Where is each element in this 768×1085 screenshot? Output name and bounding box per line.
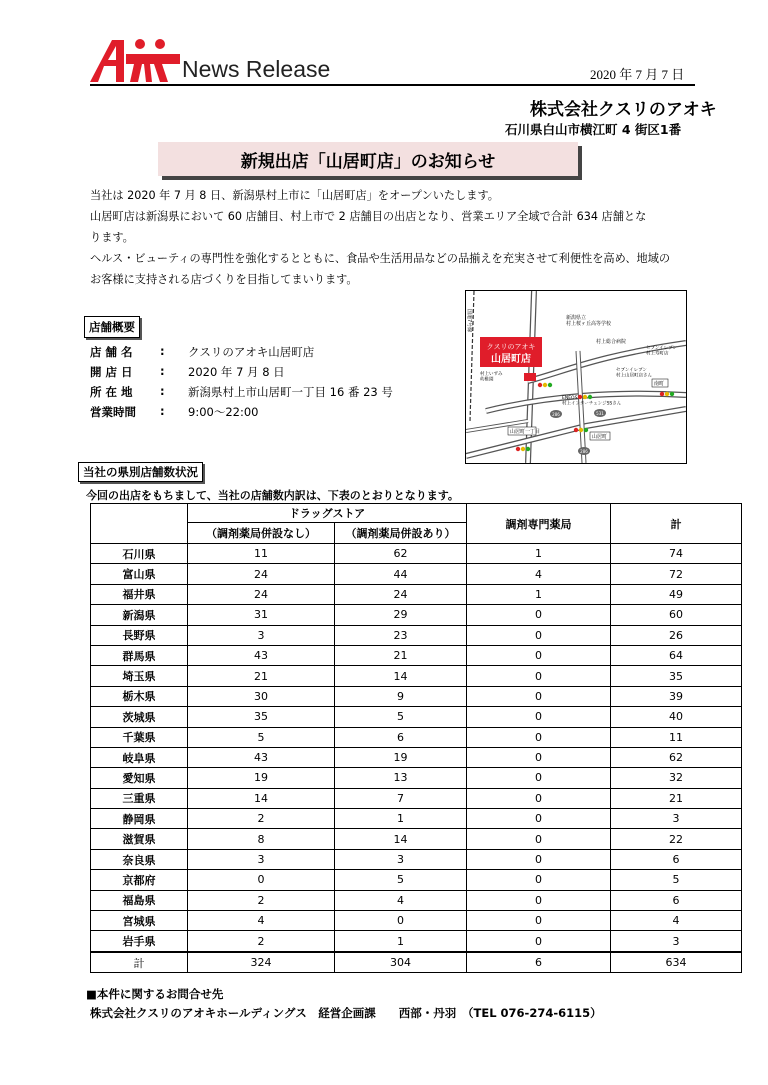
with-cell: 14 <box>335 829 467 849</box>
header-divider <box>90 84 695 86</box>
intro-line: 山居町店は新潟県において 60 店舗目、村上市で 2 店舗目の出店となり、営業エリア全域で合計 634 店舗とな <box>90 210 647 223</box>
with-cell: 6 <box>335 727 467 747</box>
pharmacy-cell: 0 <box>467 605 611 625</box>
pref-cell: 茨城県 <box>91 707 188 727</box>
table-row <box>91 911 742 931</box>
total-cell: 6 <box>611 890 742 910</box>
pref-cell: 滋賀県 <box>91 829 188 849</box>
without-cell: 2 <box>188 931 335 952</box>
info-label: 営業時間 <box>90 405 136 419</box>
pharmacy-cell: 0 <box>467 707 611 727</box>
info-row-name <box>90 344 314 360</box>
without-cell: 43 <box>188 645 335 665</box>
map-label-kindergarten: 村上いずみ幼稚園 <box>480 372 503 383</box>
pharmacy-cell: 0 <box>467 686 611 706</box>
table-row <box>91 707 742 727</box>
table-total-row <box>91 952 742 973</box>
pharmacy-cell: 0 <box>467 809 611 829</box>
header-total: 計 <box>611 504 742 544</box>
total-cell: 6 <box>611 849 742 869</box>
header-pharmacy: 調剤専門薬局 <box>467 504 611 544</box>
table-row <box>91 931 742 952</box>
intro-line: お客様に支持される店づくりを目指してまいります。 <box>90 273 358 286</box>
table-row <box>91 870 742 890</box>
without-cell: 5 <box>188 727 335 747</box>
release-date: 2020 年 7 月 7 日 <box>590 67 685 82</box>
with-cell: 5 <box>335 870 467 890</box>
store-count-table <box>90 503 742 973</box>
intro-line: ヘルス・ビューティの専門性を強化するとともに、食品や生活用品などの品揃えを充実させて利便性を高め、地域の <box>90 252 671 265</box>
info-colon: : <box>160 364 165 378</box>
info-value: クスリのアオキ山居町店 <box>188 345 315 359</box>
with-cell: 21 <box>335 645 467 665</box>
with-cell: 4 <box>335 890 467 910</box>
pharmacy-cell: 0 <box>467 768 611 788</box>
table-row <box>91 645 742 665</box>
pharmacy-cell: 0 <box>467 870 611 890</box>
table-row <box>91 686 742 706</box>
with-cell: 14 <box>335 666 467 686</box>
with-cell: 9 <box>335 686 467 706</box>
pharmacy-cell: 4 <box>467 564 611 584</box>
without-cell: 3 <box>188 625 335 645</box>
info-colon: : <box>160 404 165 418</box>
pharmacy-cell: 0 <box>467 911 611 931</box>
info-label: 店 舗 名 <box>90 345 133 359</box>
header-with-pharmacy: （調剤薬局併設あり） <box>335 523 467 544</box>
pref-cell: 静岡県 <box>91 809 188 829</box>
pharmacy-cell: 0 <box>467 625 611 645</box>
with-cell: 7 <box>335 788 467 808</box>
total-cell: 3 <box>611 809 742 829</box>
total-cell: 634 <box>611 952 742 973</box>
pharmacy-cell: 0 <box>467 666 611 686</box>
map-label-river: 国道7号線 <box>466 309 472 333</box>
table-row <box>91 788 742 808</box>
page-title: 新規出店「山居町店」のお知らせ <box>158 142 578 176</box>
without-cell: 24 <box>188 584 335 604</box>
pref-cell: 石川県 <box>91 544 188 564</box>
table-row <box>91 849 742 869</box>
without-cell: 31 <box>188 605 335 625</box>
with-cell: 24 <box>335 584 467 604</box>
pref-cell: 京都府 <box>91 870 188 890</box>
pref-cell: 栃木県 <box>91 686 188 706</box>
without-cell: 21 <box>188 666 335 686</box>
pref-cell: 千葉県 <box>91 727 188 747</box>
without-cell: 24 <box>188 564 335 584</box>
store-marker-line2: 山居町店 <box>491 354 531 365</box>
table-row <box>91 666 742 686</box>
table-row <box>91 544 742 564</box>
pref-cell: 埼玉県 <box>91 666 188 686</box>
company-logo <box>90 36 180 84</box>
info-label: 開 店 日 <box>90 365 133 379</box>
contact-info: 株式会社クスリのアオキホールディングス 経営企画課 西部・丹羽 （TEL 076-274-6115） <box>90 1006 602 1020</box>
route-531-icon: 531 <box>596 411 604 416</box>
without-cell: 4 <box>188 911 335 931</box>
pharmacy-cell: 0 <box>467 849 611 869</box>
without-cell: 43 <box>188 747 335 767</box>
total-cell: 60 <box>611 605 742 625</box>
total-cell: 32 <box>611 768 742 788</box>
total-cell: 64 <box>611 645 742 665</box>
map-label-sankyo: 山居町 <box>592 434 608 440</box>
total-cell: 74 <box>611 544 742 564</box>
company-address: 石川県白山市横江町 4 街区1番 <box>505 122 682 137</box>
pharmacy-cell: 6 <box>467 952 611 973</box>
pharmacy-cell: 0 <box>467 747 611 767</box>
info-value: 2020 年 7 月 8 日 <box>188 365 285 379</box>
total-cell: 72 <box>611 564 742 584</box>
with-cell: 304 <box>335 952 467 973</box>
map-label-hospital: 村上総合病院 <box>596 339 627 345</box>
table-row <box>91 747 742 767</box>
without-cell: 2 <box>188 890 335 910</box>
map-label-minami: 南町 <box>654 381 665 387</box>
intro-line: 当社は 2020 年 7 月 8 日、新潟県村上市に「山居町店」をオープンいたします。 <box>90 189 499 202</box>
table-row <box>91 768 742 788</box>
without-cell: 8 <box>188 829 335 849</box>
header-blank <box>91 504 188 544</box>
pharmacy-cell: 0 <box>467 788 611 808</box>
pref-cell: 群馬県 <box>91 645 188 665</box>
pharmacy-cell: 1 <box>467 544 611 564</box>
pref-cell: 奈良県 <box>91 849 188 869</box>
without-cell: 30 <box>188 686 335 706</box>
without-cell: 19 <box>188 768 335 788</box>
pref-cell: 長野県 <box>91 625 188 645</box>
total-cell: 49 <box>611 584 742 604</box>
total-cell: 39 <box>611 686 742 706</box>
with-cell: 0 <box>335 911 467 931</box>
table-row <box>91 809 742 829</box>
info-value: 9:00～22:00 <box>188 405 259 419</box>
with-cell: 19 <box>335 747 467 767</box>
total-cell: 40 <box>611 707 742 727</box>
total-cell: 62 <box>611 747 742 767</box>
route-286-icon: 286 <box>552 412 560 417</box>
pharmacy-cell: 1 <box>467 584 611 604</box>
store-count-heading: 当社の県別店舗数状況 <box>78 462 203 482</box>
pharmacy-cell: 0 <box>467 829 611 849</box>
with-cell: 1 <box>335 931 467 952</box>
without-cell: 11 <box>188 544 335 564</box>
news-release-label: News Release <box>182 56 331 82</box>
without-cell: 3 <box>188 849 335 869</box>
without-cell: 0 <box>188 870 335 890</box>
table-body <box>91 544 742 973</box>
pref-cell: 計 <box>91 952 188 973</box>
with-cell: 1 <box>335 809 467 829</box>
with-cell: 29 <box>335 605 467 625</box>
pref-cell: 新潟県 <box>91 605 188 625</box>
intro-line: ります。 <box>90 231 134 244</box>
table-row <box>91 625 742 645</box>
store-overview-heading: 店舗概要 <box>84 316 140 338</box>
table-row <box>91 584 742 604</box>
pharmacy-cell: 0 <box>467 931 611 952</box>
with-cell: 3 <box>335 849 467 869</box>
store-marker-line1: クスリのアオキ <box>486 343 536 351</box>
with-cell: 62 <box>335 544 467 564</box>
total-cell: 26 <box>611 625 742 645</box>
map-label-eneos: ENEOS 村上インターチェンジSSさん <box>562 396 622 407</box>
without-cell: 14 <box>188 788 335 808</box>
total-cell: 11 <box>611 727 742 747</box>
contact-heading: ■本件に関するお問合せ先 <box>86 987 224 1001</box>
with-cell: 44 <box>335 564 467 584</box>
info-row-hours <box>90 404 258 420</box>
pref-cell: 宮城県 <box>91 911 188 931</box>
company-name: 株式会社クスリのアオキ <box>530 100 717 120</box>
table-note: 今回の出店をもちまして、当社の店舗数内訳は、下表のとおりとなります。 <box>86 489 459 502</box>
without-cell: 35 <box>188 707 335 727</box>
info-colon: : <box>160 384 165 398</box>
total-cell: 22 <box>611 829 742 849</box>
table-row <box>91 605 742 625</box>
pharmacy-cell: 0 <box>467 890 611 910</box>
header-without-pharmacy: （調剤薬局併設なし） <box>188 523 335 544</box>
pref-cell: 福井県 <box>91 584 188 604</box>
info-row-address <box>90 384 393 400</box>
info-label: 所 在 地 <box>90 385 133 399</box>
table-row <box>91 727 742 747</box>
pref-cell: 愛知県 <box>91 768 188 788</box>
map-label-sanso: 山居町一丁目 <box>510 429 541 435</box>
table-row <box>91 829 742 849</box>
map-label-school: 新潟県立村上桜ヶ丘高等学校 <box>566 315 612 327</box>
route-286-icon: 286 <box>580 449 588 454</box>
table-row <box>91 890 742 910</box>
info-value: 新潟県村上市山居町一丁目 16 番 23 号 <box>188 385 393 399</box>
info-row-open-date <box>90 364 285 380</box>
without-cell: 324 <box>188 952 335 973</box>
pref-cell: 富山県 <box>91 564 188 584</box>
pharmacy-cell: 0 <box>467 727 611 747</box>
pref-cell: 岐阜県 <box>91 747 188 767</box>
total-cell: 3 <box>611 931 742 952</box>
header-drugstore: ドラッグストア <box>188 504 467 523</box>
table-row <box>91 564 742 584</box>
store-location-map <box>465 290 687 464</box>
pref-cell: 三重県 <box>91 788 188 808</box>
pref-cell: 福島県 <box>91 890 188 910</box>
with-cell: 23 <box>335 625 467 645</box>
total-cell: 4 <box>611 911 742 931</box>
total-cell: 5 <box>611 870 742 890</box>
map-label-seven-bottom: セブンイレブン村上山居町店さん <box>616 368 652 379</box>
without-cell: 2 <box>188 809 335 829</box>
with-cell: 13 <box>335 768 467 788</box>
info-colon: : <box>160 344 165 358</box>
total-cell: 35 <box>611 666 742 686</box>
with-cell: 5 <box>335 707 467 727</box>
pref-cell: 岩手県 <box>91 931 188 952</box>
total-cell: 21 <box>611 788 742 808</box>
pharmacy-cell: 0 <box>467 645 611 665</box>
map-label-seven-top: セブンイレブン村上寿町店 <box>646 346 677 357</box>
